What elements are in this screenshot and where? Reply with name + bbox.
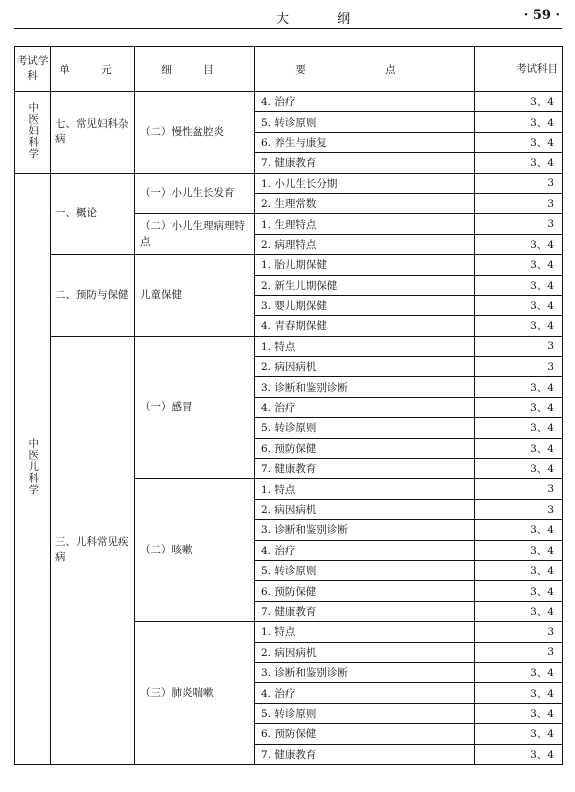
detail-cell: （二）咳嗽 (135, 479, 255, 622)
table-body (15, 92, 563, 765)
point-cell: 5. 转诊原则 (255, 418, 475, 438)
level-cell: 3 (475, 214, 563, 234)
level-cell: 3、4 (475, 275, 563, 295)
level-cell: 3、4 (475, 540, 563, 560)
point-cell: 2. 病理特点 (255, 234, 475, 254)
level-cell: 3 (475, 357, 563, 377)
point-cell: 2. 生理常数 (255, 193, 475, 213)
level-cell: 3、4 (475, 112, 563, 132)
table-row (15, 255, 563, 275)
level-cell: 3、4 (475, 703, 563, 723)
level-cell: 3、4 (475, 601, 563, 621)
point-cell: 5. 转诊原则 (255, 703, 475, 723)
detail-cell: （二）小儿生理病理特点 (135, 214, 255, 255)
level-cell: 3、4 (475, 92, 563, 112)
col-header-unit: 单 元 (51, 47, 135, 92)
detail-cell: （一）小儿生长发育 (135, 173, 255, 214)
level-cell: 3 (475, 642, 563, 662)
point-cell: 5. 转诊原则 (255, 560, 475, 580)
header-rule (14, 28, 562, 29)
level-cell: 3 (475, 193, 563, 213)
level-cell: 3 (475, 173, 563, 193)
page-header (14, 0, 562, 30)
level-cell: 3、4 (475, 377, 563, 397)
point-cell: 5. 转诊原则 (255, 112, 475, 132)
point-cell: 3. 诊断和鉴别诊断 (255, 662, 475, 682)
level-cell: 3、4 (475, 560, 563, 580)
point-cell: 6. 养生与康复 (255, 132, 475, 152)
level-cell: 3、4 (475, 132, 563, 152)
point-cell: 1. 生理特点 (255, 214, 475, 234)
point-cell: 2. 病因病机 (255, 357, 475, 377)
point-cell: 3. 诊断和鉴别诊断 (255, 520, 475, 540)
unit-cell: 七、常见妇科杂病 (51, 92, 135, 174)
unit-cell: 一、概论 (51, 173, 135, 255)
point-cell: 6. 预防保健 (255, 581, 475, 601)
level-cell: 3、4 (475, 744, 563, 764)
point-cell: 1. 小儿生长分期 (255, 173, 475, 193)
level-cell: 3、4 (475, 397, 563, 417)
point-cell: 1. 胎儿期保健 (255, 255, 475, 275)
subject-label: 中医儿科学 (27, 438, 40, 496)
point-cell: 1. 特点 (255, 479, 475, 499)
table-row (15, 92, 563, 112)
header-title: 大 纲 (276, 12, 373, 27)
level-cell: 3、4 (475, 459, 563, 479)
point-cell: 6. 预防保健 (255, 438, 475, 458)
level-cell: 3、4 (475, 255, 563, 275)
subject-label: 中医妇科学 (27, 102, 40, 160)
detail-cell: （三）肺炎喘嗽 (135, 622, 255, 765)
point-cell: 1. 特点 (255, 336, 475, 356)
level-cell: 3 (475, 479, 563, 499)
col-header-level: 考试科目 (475, 47, 563, 92)
level-cell: 3、4 (475, 153, 563, 173)
level-cell: 3、4 (475, 520, 563, 540)
detail-cell: （一）感冒 (135, 336, 255, 479)
point-cell: 4. 治疗 (255, 92, 475, 112)
point-cell: 4. 青春期保健 (255, 316, 475, 336)
col-header-detail: 细 目 (135, 47, 255, 92)
col-header-point: 要 点 (255, 47, 475, 92)
point-cell: 6. 预防保健 (255, 724, 475, 744)
point-cell: 4. 治疗 (255, 540, 475, 560)
table-row (15, 173, 563, 193)
point-cell: 4. 治疗 (255, 683, 475, 703)
detail-cell: 儿童保健 (135, 255, 255, 337)
level-cell: 3、4 (475, 316, 563, 336)
point-cell: 4. 治疗 (255, 397, 475, 417)
detail-cell: （二）慢性盆腔炎 (135, 92, 255, 174)
level-cell: 3、4 (475, 438, 563, 458)
level-cell: 3 (475, 499, 563, 519)
table-row (15, 336, 563, 356)
level-cell: 3、4 (475, 418, 563, 438)
point-cell: 2. 病因病机 (255, 499, 475, 519)
point-cell: 7. 健康教育 (255, 601, 475, 621)
level-cell: 3 (475, 622, 563, 642)
level-cell: 3、4 (475, 683, 563, 703)
level-cell: 3、4 (475, 234, 563, 254)
page-number: · 59 · (523, 8, 560, 23)
point-cell: 7. 健康教育 (255, 744, 475, 764)
subject-cell (15, 92, 51, 174)
level-cell: 3、4 (475, 295, 563, 315)
level-cell: 3 (475, 336, 563, 356)
point-cell: 2. 新生儿期保健 (255, 275, 475, 295)
col-header-subject: 考试学科 (15, 47, 51, 92)
point-cell: 2. 病因病机 (255, 642, 475, 662)
level-cell: 3、4 (475, 581, 563, 601)
point-cell: 1. 特点 (255, 622, 475, 642)
level-cell: 3、4 (475, 724, 563, 744)
point-cell: 3. 诊断和鉴别诊断 (255, 377, 475, 397)
point-cell: 7. 健康教育 (255, 459, 475, 479)
table-header-row (15, 47, 563, 92)
point-cell: 3. 婴儿期保健 (255, 295, 475, 315)
subject-cell (15, 173, 51, 764)
level-cell: 3、4 (475, 662, 563, 682)
unit-cell: 二、预防与保健 (51, 255, 135, 337)
syllabus-table (14, 46, 563, 765)
point-cell: 7. 健康教育 (255, 153, 475, 173)
unit-cell: 三、儿科常见疾病 (51, 336, 135, 764)
